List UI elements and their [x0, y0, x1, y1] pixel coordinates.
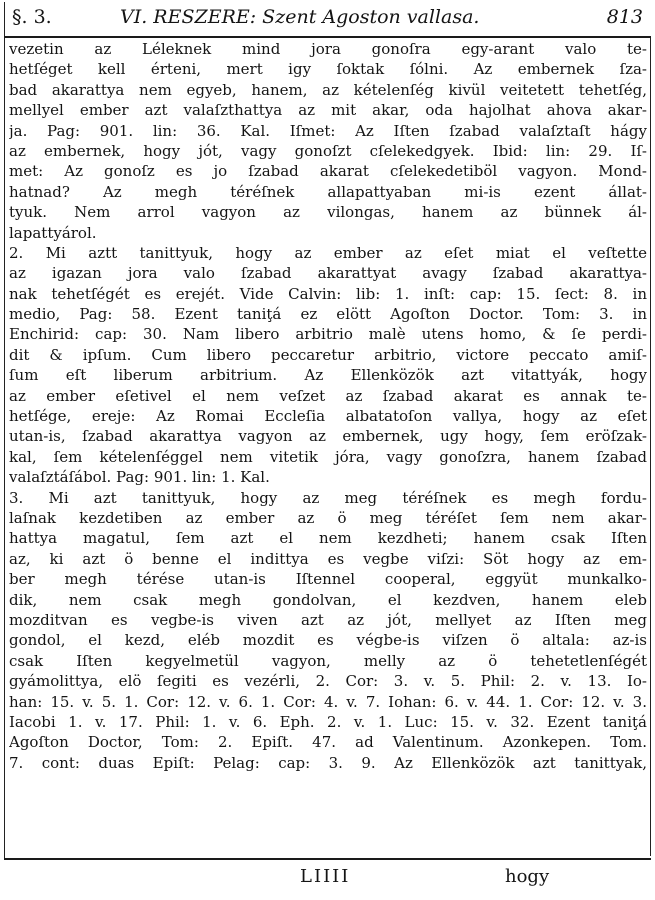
footer-rule — [4, 858, 651, 860]
text-line: hetſéget kell érteni, mert igy ſoktak ſólni. Az embernek ſza- — [9, 60, 647, 79]
text-line: 2. Mi aztt tanittyuk, hogy az ember az eſet miat el veſtette — [9, 243, 647, 262]
text-line: kal, ſem kételenſéggel nem vitetik jóra, vagy gonoſzra, hanem ſzabad — [9, 447, 647, 466]
text-line: tyuk. Nem arrol vagyon az vilongas, hanem az bünnek ál- — [9, 203, 647, 222]
text-line: 7. cont: duas Epiſt: Pelag: cap: 3. 9. Az Ellenközök azt tanittyak, — [9, 753, 647, 772]
text-line: Agoſton Doctor, Tom: 2. Epiſt. 47. ad Valentinum. Azonkepen. Tom. — [9, 733, 647, 752]
text-line: az ember eſetivel el nem veſzet az ſzabad akarat es annak te- — [9, 386, 647, 405]
section-marker: §. 3. — [12, 6, 52, 28]
text-line: valaſztáſábol. Pag: 901. lin: 1. Kal. — [9, 468, 270, 487]
text-line: hattya magatul, ſem azt el nem kezdheti; hanem csak Iſten — [9, 529, 647, 548]
text-line: han: 15. v. 5. 1. Cor: 12. v. 6. 1. Cor: 4. v. 7. Iohan: 6. v. 44. 1. Cor: 12. v. 3. — [9, 692, 647, 711]
text-line: utan-is, ſzabad akarattya vagyon az embernek, ugy hogy, ſem eröſzak- — [9, 427, 647, 446]
header-rule — [4, 36, 651, 38]
text-line: ber megh térése utan-is Iſtennel cooperal, eggyüt munkalko- — [9, 570, 647, 589]
text-line: az igazan jora valo ſzabad akarattyat avagy ſzabad akarattya- — [9, 264, 647, 283]
text-line: Enchirid: cap: 30. Nam libero arbitrio malè utens homo, & ſe perdi- — [9, 325, 647, 344]
page-number: 813 — [606, 6, 643, 28]
text-line: medio, Pag: 58. Ezent taniţá ez elött Agoſton Doctor. Tom: 3. in — [9, 305, 647, 324]
text-line: Iacobi 1. v. 17. Phil: 1. v. 6. Eph. 2. v. 1. Luc: 15. v. 32. Ezent taniţá — [9, 712, 647, 731]
catchword: hogy — [505, 866, 550, 887]
text-line: hatnad? Az megh téréſnek allapattyaban mi-is ezent állat- — [9, 182, 647, 201]
text-line: laſnak kezdetiben az ember az ö meg téréſet ſem nem akar- — [9, 508, 647, 527]
text-line: gyámolittya, elö ſegiti es vezérli, 2. Cor: 3. v. 5. Phil: 2. v. 13. Io- — [9, 672, 647, 691]
body-text — [9, 39, 647, 773]
text-line: vezetin az Léleknek mind jora gonoſra egy-arant valo te- — [9, 40, 647, 58]
text-line: bad akarattya nem egyeb, hanem, az kételenſég kivül veitetett tehetſég, — [9, 80, 647, 99]
text-line: az embernek, hogy jót, vagy gonoſzt cſelekedgyek. Ibid: lin: 29. Iſ- — [9, 141, 647, 160]
text-line: mozditvan es vegbe-is viven azt az jót, mellyet az Iſten meg — [9, 610, 647, 629]
left-border-rule — [4, 2, 5, 860]
text-line: ja. Pag: 901. lin: 36. Kal. Iſmet: Az Iſten ſzabad valaſztaſt hágy — [9, 121, 647, 140]
text-line: hetſége, ereje: Az Romai Eccleſia albatatoſon vallya, hogy az eſet — [9, 407, 647, 426]
text-line: gondol, el kezd, eléb mozdit es végbe-is viſzen ö altala: az-is — [9, 631, 647, 650]
text-line: 3. Mi azt tanittyuk, hogy az meg téréſnek es megh fordu- — [9, 488, 647, 507]
text-line: az, ki azt ö benne el indittya es vegbe viſzi: Söt hogy az em- — [9, 549, 647, 568]
text-line: dit & ipſum. Cum libero peccaretur arbitrio, victore peccato amiſ- — [9, 345, 647, 364]
text-line: ſum eſt liberum arbitrium. Az Ellenközök azt vitattyák, hogy — [9, 366, 647, 385]
text-line: dik, nem csak megh gondolvan, el kezdven, hanem eleb — [9, 590, 647, 609]
text-line: csak Iſten kegyelmetül vagyon, melly az ö tehetetlenſégét — [9, 651, 647, 670]
text-line: met: Az gonoſz es jo ſzabad akarat cſelekedetiböl vagyon. Mond- — [9, 162, 647, 181]
text-line: lapattyárol. — [9, 223, 97, 242]
text-line: mellyel ember azt valaſzthattya az mit akar, oda hajolhat ahova akar- — [9, 101, 647, 120]
text-line: nak tehetſégét es erejét. Vide Calvin: lib: 1. inſt: cap: 15. ſect: 8. in — [9, 284, 647, 303]
signature-mark: LIIII — [300, 866, 351, 887]
running-title: VI. RESZERE: Szent Agoston vallasa. — [120, 6, 480, 28]
right-border-rule — [650, 38, 651, 856]
